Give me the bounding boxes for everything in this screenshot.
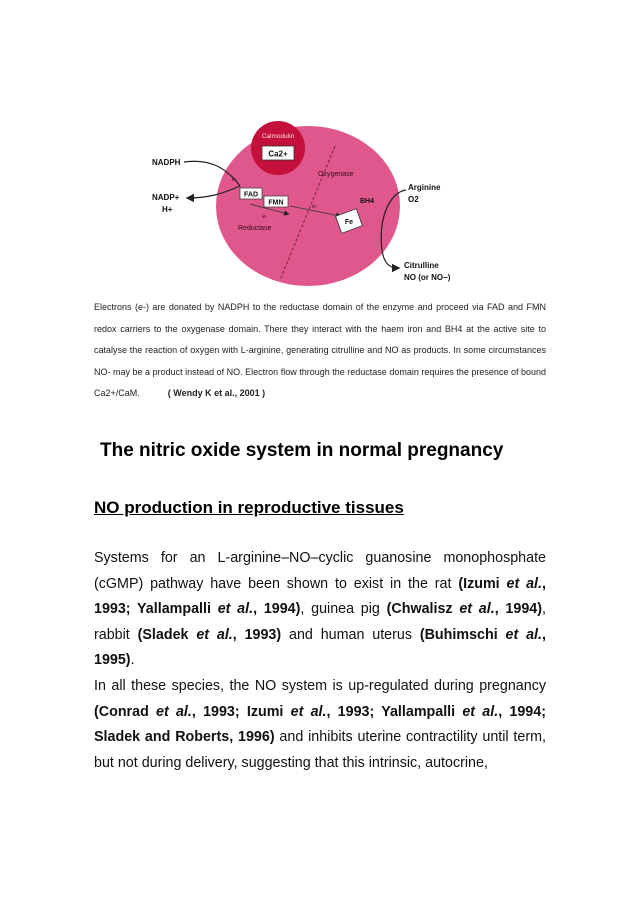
ref-chwalisz-1994: (Chwalisz et al., 1994) (386, 601, 542, 618)
section-heading: The nitric oxide system in normal pregnancy (100, 440, 504, 461)
reductase-label: Reductase (238, 225, 272, 232)
citrulline-label: Citrulline (404, 261, 439, 270)
fmn-label: FMN (268, 199, 284, 207)
ref-izumi-1993: (Izumi et al., 1993; Yallampalli et al., 1994) (94, 575, 546, 618)
caption-citation: ( Wendy K et al., 2001 ) (167, 388, 266, 398)
ca-label: Ca2+ (268, 149, 288, 159)
caption-text: Electrons (e-) are donated by NADPH to the reductase domain of the enzyme and proceed via FAD and FMN redox carriers to the oxygenase domain. There they interact with the haem iron and BH4 at the active site to catalyse the reaction of oxygen with L-arginine, generating citrulline and NO as products. In some circumstances NO- may be a product instead of NO. Electron flow through the reductase domain requires the presence of bound Ca2+/CaM. (94, 302, 546, 398)
section-subheading: NO production in reproductive tissues (94, 498, 404, 517)
body-text (94, 546, 546, 776)
nadp-plus-label: NADP+ (152, 193, 180, 202)
nos-enzyme-diagram (150, 118, 480, 288)
electron-label-3: e- (312, 204, 318, 210)
no-products-label: NO (or NO−) (404, 273, 451, 282)
oxygenase-label: Oxygenase (318, 171, 354, 178)
figure-caption (94, 297, 546, 405)
ref-buhimschi-1995: (Buhimschi et al., 1995) (94, 626, 546, 669)
paragraph-1: Systems for an L-arginine–NO–cyclic guanosine monophosphate (cGMP) pathway have been shown to exist in the rat (Izumi et al., 1993; Yallampalli et al., 1994), guinea pig (Chwalisz et al., 1994), rabbit (Sladek et al., 1993) and human uterus (Buhimschi et al., 1995). (94, 550, 546, 669)
fad-label: FAD (244, 191, 258, 199)
o2-label: O2 (408, 195, 419, 204)
calmodulin-label: Calmodulin (261, 133, 295, 140)
ref-sladek-1993: (Sladek et al., 1993) (137, 626, 282, 643)
enzyme-body (216, 126, 400, 286)
ref-conrad-1993: (Conrad et al., 1993; Izumi et al., 1993; Yallampalli et al., 1994; Sladek and Roberts, 1996) (94, 703, 546, 746)
electron-label-2: e- (262, 214, 268, 220)
nadph-label: NADPH (152, 158, 181, 167)
electron-label-1: e- (232, 177, 238, 183)
arginine-label: Arginine (408, 183, 441, 192)
fe-label: Fe (344, 219, 354, 226)
h-plus-label: H+ (162, 205, 173, 214)
paragraph-2: In all these species, the NO system is up-regulated during pregnancy (Conrad et al., 1993; Izumi et al., 1993; Yallampalli et al., 1994; Sladek and Roberts, 1996) and inhibits uterine contractility until term, but not during delivery, suggesting that this intrinsic, autocrine, (94, 677, 546, 771)
bh4-label: BH4 (360, 198, 375, 205)
